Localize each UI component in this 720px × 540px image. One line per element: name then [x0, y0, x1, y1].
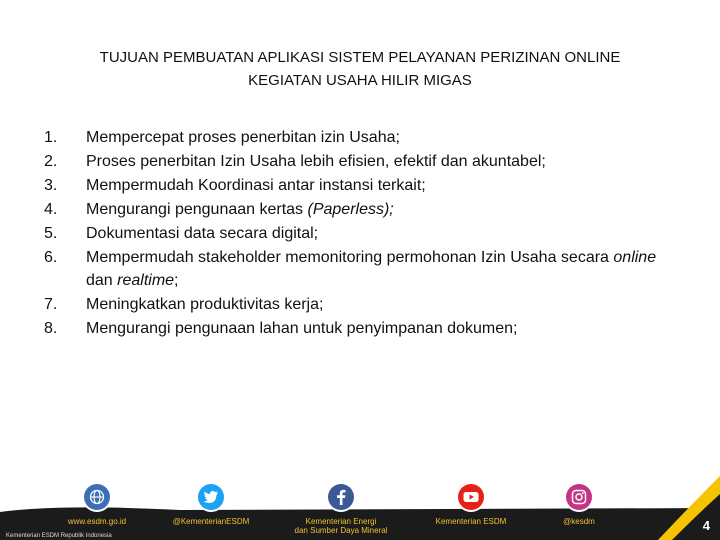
- list-item-number: 7.: [44, 296, 58, 313]
- list-item-text-part: Mengurangi pengunaan kertas: [86, 201, 308, 218]
- list-item-text: [86, 198, 666, 221]
- web-globe-icon: [84, 484, 110, 510]
- facebook-label-line-2: dan Sumber Daya Mineral: [294, 526, 388, 535]
- list-item: [0, 246, 720, 293]
- list-item-text: Dokumentasi data secara digital;: [86, 225, 319, 242]
- footer: [0, 476, 720, 540]
- list-item-number: 1.: [44, 129, 58, 146]
- list-item-number: 8.: [44, 320, 58, 337]
- list-item-text-part: ;: [174, 272, 179, 289]
- list-item-text: Proses penerbitan Izin Usaha lebih efisien, efektif dan akuntabel;: [86, 153, 546, 170]
- youtube-icon: [458, 484, 484, 510]
- list-item: [0, 317, 720, 341]
- list-item-text-part: dan: [86, 272, 118, 289]
- list-item: [0, 222, 720, 246]
- list-item-text-italic: realtime: [117, 272, 175, 289]
- social-link-facebook[interactable]: [276, 484, 406, 534]
- social-link-twitter[interactable]: [146, 484, 276, 534]
- list-item-text: Mempercepat proses penerbitan izin Usaha;: [86, 129, 400, 146]
- title-line-2: KEGIATAN USAHA HILIR MIGAS: [248, 72, 472, 89]
- list-item-text-part: Mempermudah stakeholder memonitoring permohonan Izin Usaha secara: [86, 249, 614, 266]
- twitter-icon: [198, 484, 224, 510]
- list-item-text: [86, 246, 666, 292]
- instagram-icon: [566, 484, 592, 510]
- list-item-text-italic: (Paperless);: [307, 201, 394, 218]
- title-line-1: TUJUAN PEMBUATAN APLIKASI SISTEM PELAYANAN PERIZINAN ONLINE: [99, 49, 621, 66]
- list-item: [0, 198, 720, 222]
- twitter-label: @KementerianESDM: [172, 517, 250, 526]
- list-item-text-italic: online: [613, 249, 657, 266]
- list-item-number: 5.: [44, 225, 58, 242]
- list-item-number: 6.: [44, 249, 58, 266]
- objectives-list: [0, 126, 720, 341]
- facebook-label: [276, 517, 406, 535]
- facebook-icon: [328, 484, 354, 510]
- ministry-name: Kementerian ESDM Republik Indonesia: [6, 533, 112, 539]
- slide-title: [40, 46, 680, 92]
- social-link-instagram[interactable]: [514, 484, 644, 534]
- list-item: [0, 174, 720, 198]
- list-item: [0, 126, 720, 150]
- list-item-number: 2.: [44, 153, 58, 170]
- list-item-number: 3.: [44, 177, 58, 194]
- facebook-label-line-1: Kementerian Energi: [305, 517, 377, 526]
- list-item-number: 4.: [44, 201, 58, 218]
- list-item: [0, 293, 720, 317]
- youtube-label: Kementerian ESDM: [435, 517, 507, 526]
- page-number: 4: [702, 518, 710, 533]
- list-item: [0, 150, 720, 174]
- website-label: www.esdm.go.id: [67, 517, 127, 526]
- social-link-website[interactable]: [32, 484, 162, 534]
- instagram-label: @kesdm: [563, 517, 595, 526]
- list-item-text: Mempermudah Koordinasi antar instansi terkait;: [86, 177, 426, 194]
- list-item-text: Mengurangi pengunaan lahan untuk penyimpanan dokumen;: [86, 320, 518, 337]
- list-item-text: Meningkatkan produktivitas kerja;: [86, 296, 324, 313]
